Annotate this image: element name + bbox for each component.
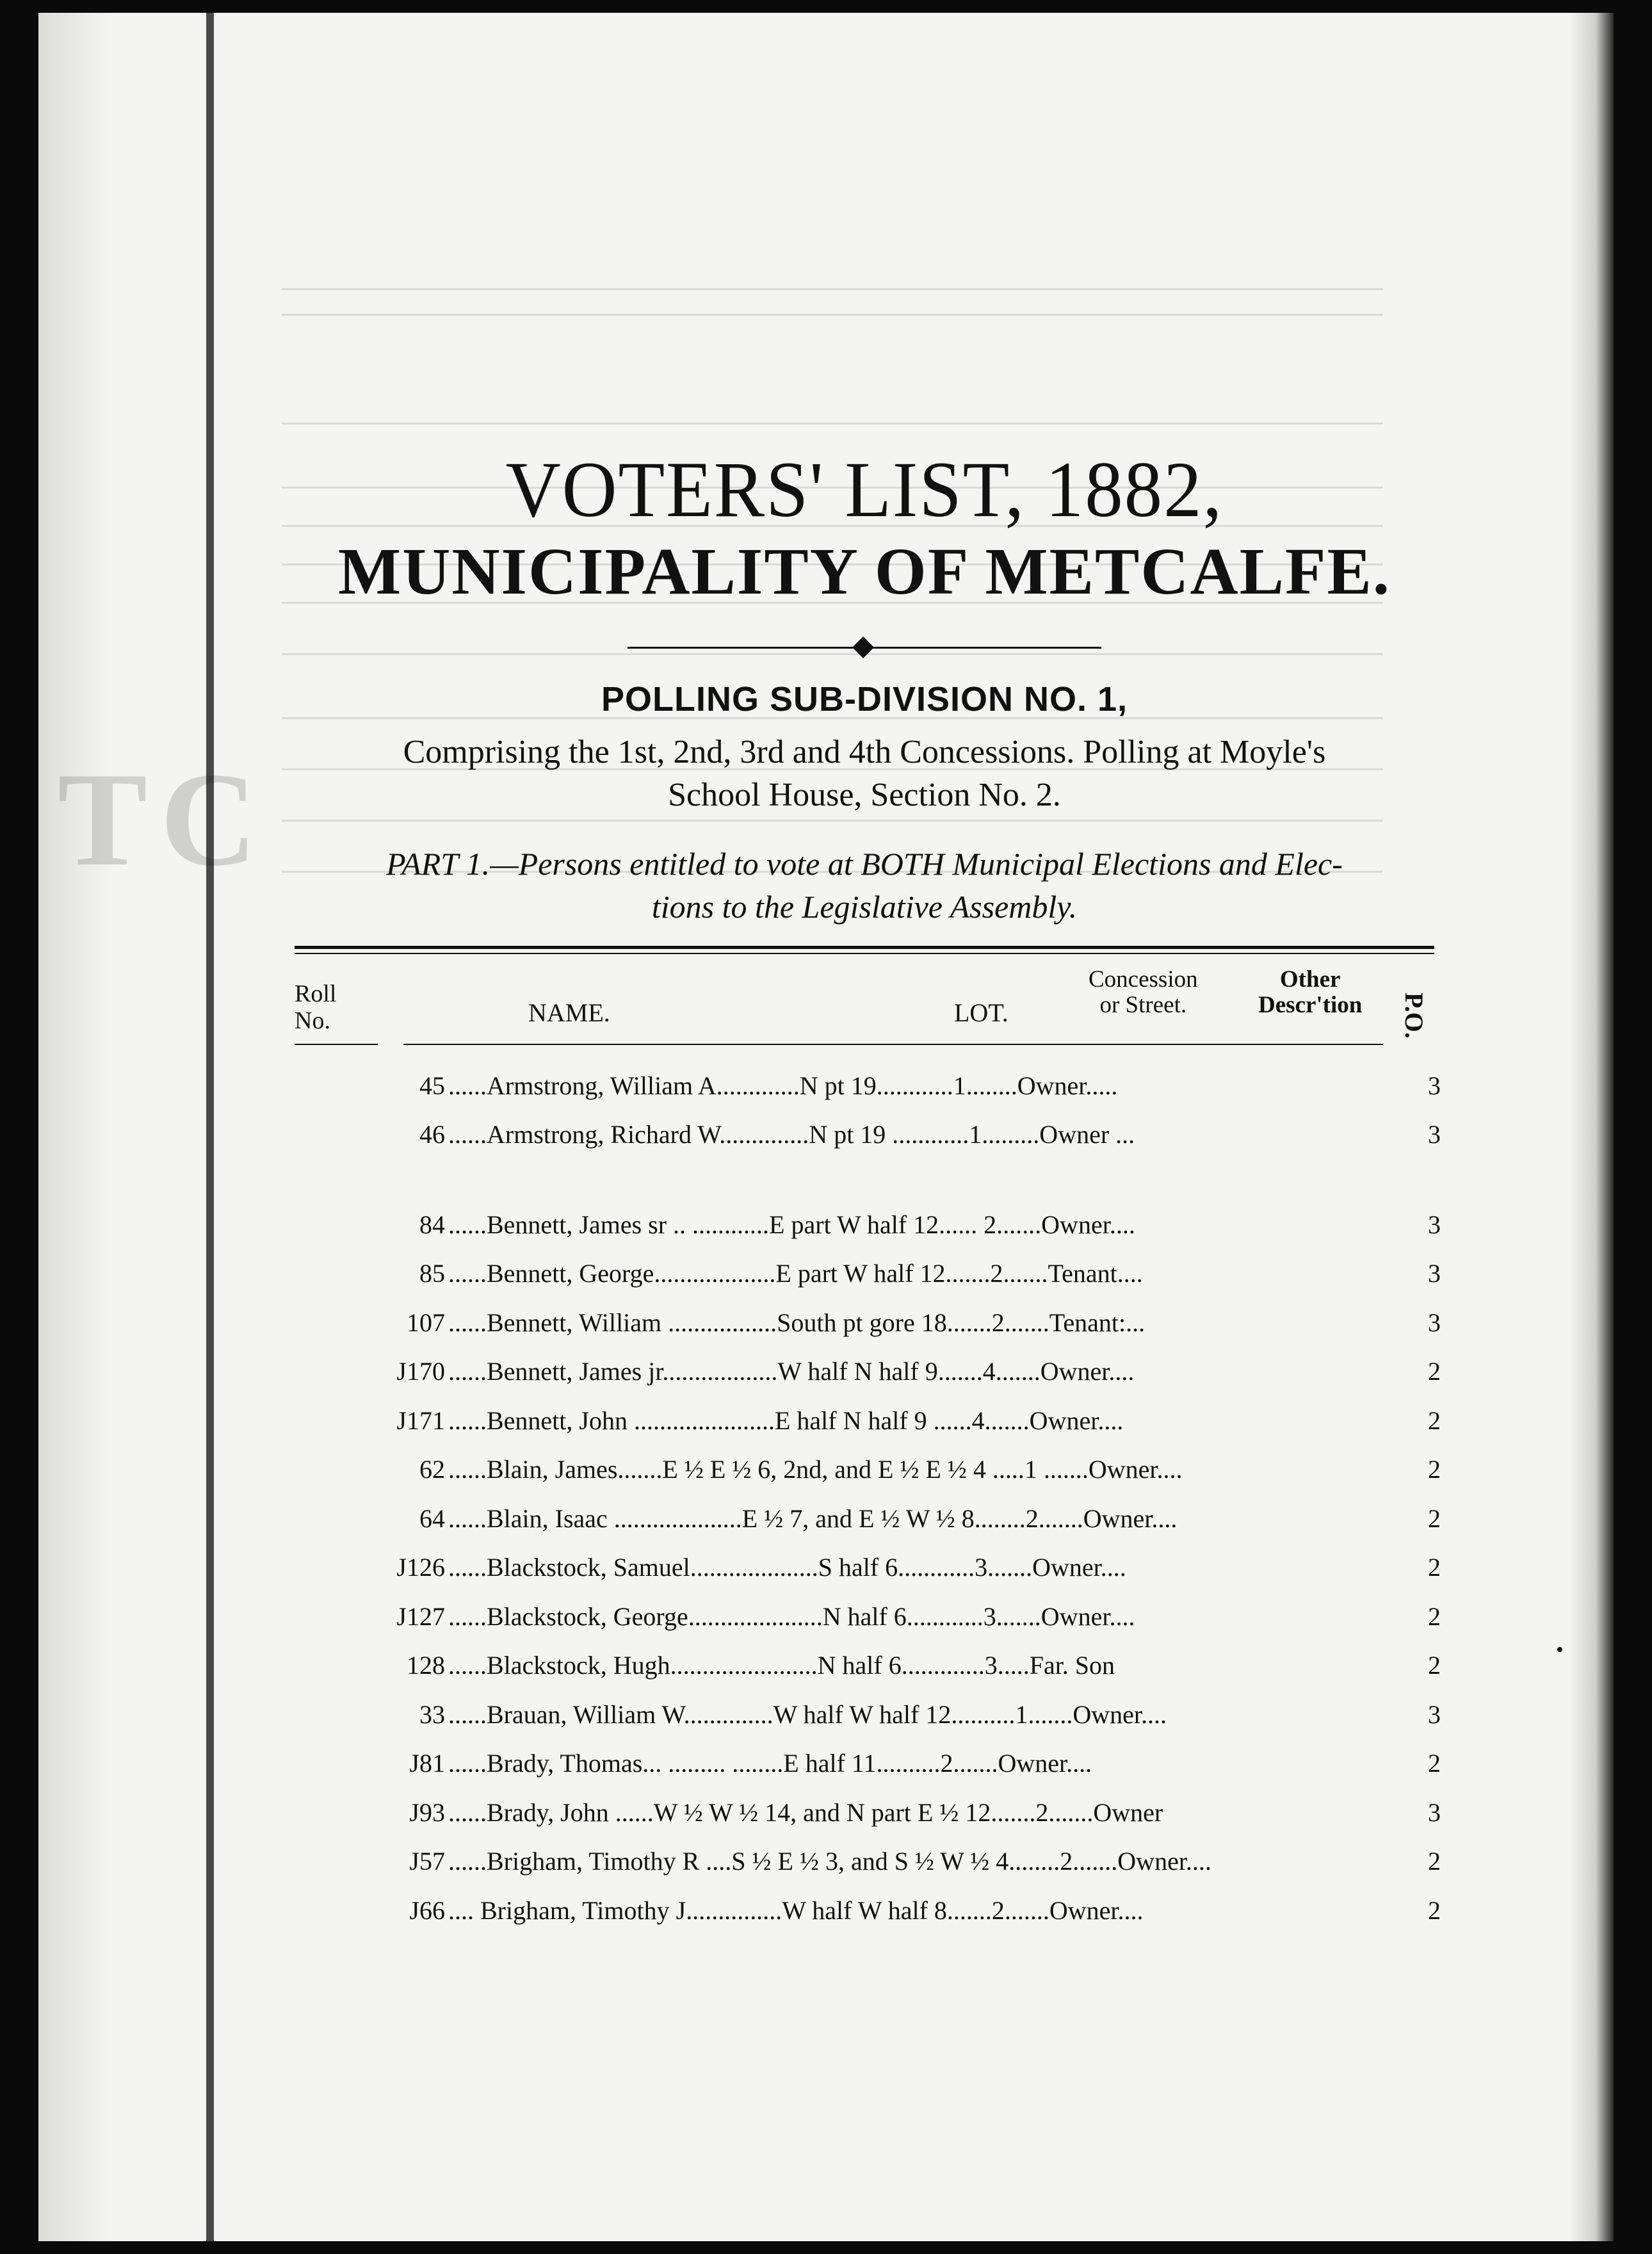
row-po: 3: [1428, 1120, 1441, 1149]
roll-no: 128: [407, 1651, 445, 1680]
table-row: [295, 1249, 1441, 1299]
row-po: 3: [1428, 1071, 1441, 1100]
table-row: [295, 1788, 1441, 1838]
row-po: 2: [1428, 1749, 1441, 1778]
row-po: 2: [1428, 1455, 1441, 1484]
ink-speck: [1557, 1647, 1562, 1652]
row-entry: ......Armstrong, William A.............N pt 19............1........Owner.....: [448, 1071, 1118, 1100]
row-entry: ......Blain, Isaac ....................E ½ 7, and E ½ W ½ 8........2.......Owner....: [448, 1504, 1178, 1533]
roll-no: J66: [409, 1895, 445, 1925]
row-po: 2: [1428, 1553, 1441, 1582]
header-other-description: [1258, 967, 1362, 1019]
voter-rows: [295, 1062, 1441, 1936]
row-po: 2: [1428, 1895, 1441, 1925]
row-entry: ......Brady, Thomas... ......... ........E half 11..........2.......Owner....: [448, 1749, 1092, 1778]
bleed-through-letters: TC: [58, 745, 270, 894]
header-name: NAME.: [528, 998, 610, 1027]
row-po: 2: [1428, 1601, 1441, 1631]
row-entry: .... Brigham, Timothy J...............W half W half 8.......2.......Owner....: [448, 1895, 1144, 1925]
header-roll-line-2: No.: [295, 1007, 330, 1034]
row-entry: ......Brauan, William W..............W half W half 12..........1.......Owner....: [448, 1699, 1167, 1729]
header-underline: [295, 1044, 1434, 1050]
part-text-line-1: —Persons entitled to vote at BOTH Municipal Elections and Elec-: [490, 845, 1343, 882]
page-edge-shadow: [1569, 13, 1614, 2241]
roll-no: 45: [419, 1071, 445, 1100]
header-po: P.O.: [1400, 992, 1429, 1039]
table-row: [295, 1739, 1441, 1788]
row-po: 2: [1428, 1651, 1441, 1680]
document-title: VOTERS' LIST, 1882,: [505, 446, 1224, 533]
table-row: [295, 1593, 1441, 1642]
roll-no: J126: [396, 1553, 445, 1582]
roll-no: J93: [409, 1797, 445, 1827]
header-underline-roll: [295, 1044, 378, 1045]
document-content: [295, 446, 1441, 1935]
roll-no: 107: [407, 1308, 445, 1337]
part-description: [295, 843, 1434, 929]
part-text-line-2: tions to the Legislative Assembly.: [651, 889, 1078, 925]
polling-heading: POLLING SUB-DIVISION NO. 1,: [601, 679, 1128, 718]
roll-no: 85: [419, 1259, 445, 1288]
header-other-line-2: Descr'tion: [1258, 992, 1363, 1019]
table-row: [295, 1299, 1441, 1348]
page-fold-shadow: [38, 13, 115, 2241]
part-label: PART 1.: [386, 845, 490, 882]
table-row: [295, 1690, 1441, 1740]
header-roll-no: [295, 981, 336, 1035]
row-po: 3: [1428, 1699, 1441, 1729]
roll-no: 64: [419, 1504, 445, 1533]
row-entry: ......Blackstock, Hugh.......................N half 6.............3.....Far. Son: [448, 1651, 1115, 1680]
ornament-divider: [628, 635, 1101, 660]
diamond-icon: [852, 636, 874, 658]
roll-no: J127: [396, 1601, 445, 1631]
row-po: 3: [1428, 1308, 1441, 1337]
row-entry: ......Bennett, James sr .. ............E part W half 12...... 2.......Owner....: [448, 1210, 1135, 1239]
table-row: [295, 1397, 1441, 1446]
table-row: [295, 1445, 1441, 1495]
header-roll-line-1: Roll: [295, 980, 337, 1007]
table-row: [295, 1886, 1441, 1936]
row-entry: ......Blackstock, George.....................N half 6............3.......Owner....: [448, 1601, 1135, 1631]
table-row: [295, 1543, 1441, 1593]
header-underline-main: [403, 1044, 1383, 1045]
table-row: [295, 1110, 1441, 1160]
comprising-line-2: School House, Section No. 2.: [668, 777, 1061, 814]
roll-no: J170: [396, 1357, 445, 1386]
row-po: 2: [1428, 1847, 1441, 1876]
row-po: 2: [1428, 1357, 1441, 1386]
roll-no: 33: [419, 1699, 445, 1729]
row-entry: ......Bennett, William .................South pt gore 18.......2.......Tenant:...: [448, 1308, 1146, 1337]
binding-gutter-line: [206, 13, 214, 2241]
header-concession-line-2: or Street.: [1099, 992, 1187, 1019]
row-entry: ......Brady, John ......W ½ W ½ 14, and N part E ½ 12.......2.......Owner: [448, 1797, 1163, 1827]
row-entry: ......Brigham, Timothy R ....S ½ E ½ 3, and S ½ W ½ 4........2.......Owner....: [448, 1847, 1211, 1876]
row-entry: ......Bennett, George...................E part W half 12.......2.......Tenant....: [448, 1259, 1143, 1288]
roll-no: 62: [419, 1455, 445, 1484]
row-po: 3: [1428, 1797, 1441, 1827]
header-other-line-1: Other: [1279, 966, 1341, 993]
roll-no: J171: [396, 1406, 445, 1435]
table-row: [295, 1201, 1441, 1250]
table-row: [295, 1837, 1441, 1886]
scanned-page: [38, 13, 1614, 2241]
header-concession-line-1: Concession: [1089, 966, 1198, 993]
table-row: [295, 1062, 1441, 1111]
header-concession: [1089, 967, 1198, 1019]
table-header: [295, 967, 1434, 1044]
document-subtitle: MUNICIPALITY OF METCALFE.: [338, 535, 1391, 609]
comprising-line-1: Comprising the 1st, 2nd, 3rd and 4th Concessions. Polling at Moyle's: [403, 733, 1326, 770]
roll-no: 84: [419, 1210, 445, 1239]
roll-no: J57: [409, 1847, 445, 1876]
table-row: [295, 1347, 1441, 1397]
header-lot: LOT.: [954, 998, 1008, 1027]
row-entry: ......Blackstock, Samuel....................S half 6............3.......Owner....: [448, 1553, 1126, 1582]
row-po: 2: [1428, 1406, 1441, 1435]
table-row: [295, 1641, 1441, 1690]
row-entry: ......Blain, James.......E ½ E ½ 6, 2nd, and E ½ E ½ 4 .....1 .......Owner....: [448, 1455, 1183, 1484]
row-po: 3: [1428, 1210, 1441, 1239]
row-po: 2: [1428, 1504, 1441, 1533]
row-entry: ......Armstrong, Richard W..............N pt 19 ............1.........Owner ...: [448, 1120, 1135, 1149]
roll-no: J81: [409, 1749, 445, 1778]
row-po: 3: [1428, 1259, 1441, 1288]
table-row: [295, 1495, 1441, 1544]
row-entry: ......Bennett, John ......................E half N half 9 ......4.......Owner....: [448, 1406, 1124, 1435]
row-entry: ......Bennett, James jr..................W half N half 9.......4.......Owner....: [448, 1357, 1135, 1386]
table-top-rule-thin: [295, 953, 1434, 954]
table-top-rule: [295, 946, 1434, 949]
roll-no: 46: [419, 1120, 445, 1149]
